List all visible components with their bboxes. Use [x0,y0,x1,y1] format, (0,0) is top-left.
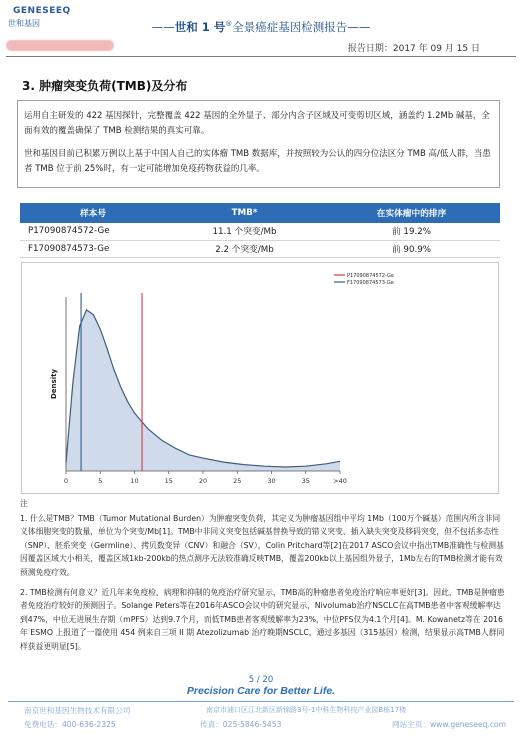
density-area [66,310,340,471]
logo-english: GENESEEQ [13,6,71,16]
header-sample-id: 样本号 [20,203,166,223]
x-tick-label: 35 [301,477,310,485]
header-rank: 在实体瘤中的排序 [323,203,500,223]
notes-section [20,497,506,654]
section-title: 3. 肿瘤突变负荷(TMB)及分布 [22,79,188,93]
x-tick-label: 5 [98,477,103,485]
redacted-patient-info [6,40,114,51]
x-tick-label: >40 [333,477,347,485]
density-chart-svg [22,263,500,495]
y-axis-label: Density [50,368,58,400]
footer-website: 网站主页：www.geneseeq.com [392,720,507,729]
report-title [0,19,522,35]
x-tick-label: 10 [130,477,139,485]
report-date: 报告日期：2017 年 09 月 15 日 [347,44,480,54]
x-tick-label: 15 [164,477,173,485]
table-row [20,240,500,257]
table-header-row [20,203,500,223]
cell-sample-id: F17090874573-Ge [20,240,166,257]
footer-divider [8,701,514,702]
footer-fax: 传真：025-5846-5453 [200,720,282,729]
x-tick-label: 20 [198,477,208,485]
footer-slogan: Precision Care for Better Life. [186,685,336,697]
tmb-table [20,203,500,258]
table-row [20,223,500,240]
title-rest: 全景癌症基因检测报告—— [232,20,371,34]
note-item-1: 1. 什么是TMB？TMB（Tumor Mutational Burden）为肿瘤突变负荷，其定义为肿瘤基因组中平均 1Mb（100万个碱基）范围内所含非同义体细胞突变的数量，单位为个突变/Mb[1]。TMB中非同义突变包括碱基替换导致的错义突变、插入缺失突变及移码突变，但不包括多态性（SNP）、胚系突变（Germline）、拷贝数变异（CNV）和融合（SV），Colin Pritchard等[2]在2017 ASCO会议中指出TMB准确性与检测基因覆盖区域大小相关，覆盖区域1kb-200kb的热点测序无法较准确反映TMB，覆盖200kb以上基因组外显子，1Mb左右的TMB检测才能有效预测免疫疗效。 [20,513,504,577]
legend-label: F17090874573-Ge [347,280,394,286]
footer-hotline: 免费电话：400-636-2325 [24,720,116,729]
x-tick-label: 25 [233,477,242,485]
legend-label: P17090874572-Ge [347,273,394,279]
cell-rank: 前 90.9% [323,240,500,257]
cell-tmb: 11.1 个突变/Mb [166,223,323,240]
intro-paragraph-1: 运用自主研发的 422 基因探针，完整覆盖 422 基因的全外显子、部分内含子区域及可变剪切区域，涵盖约 1.2Mb 碱基，全面有效的覆盖确保了 TMB 检测结果的真实可靠。 [24,111,490,136]
cell-rank: 前 19.2% [323,223,500,240]
x-tick-label: 0 [63,477,69,485]
title-brand: 世和 1 号 [174,20,226,34]
page-number: 5 / 20 [248,675,274,685]
logo-mark-icon [4,7,11,14]
x-tick-label: 30 [267,477,276,485]
cell-sample-id: P17090874572-Ge [20,223,166,240]
header-tmb: TMB* [166,203,323,223]
logo-chinese: 世和基因 [8,19,40,28]
intro-box [17,100,500,188]
intro-paragraph-2: 世和基因目前已积累万例以上基于中国人自己的实体瘤 TMB 数据库，并按照较为公认的四分位法区分 TMB 高/低人群，当患者 TMB 位于前 25%时，有一定可能增加免疫药物获益的几率。 [24,149,491,174]
footer-address: 南京市浦口区江北新区新锦路3号-1中科生物科技产业园B栋17楼 [206,706,407,714]
note-item-2: 2. TMB检测有何意义？近几年来免疫检、病理和抑制的免疫治疗研究显示，TMB高的肿瘤患者免疫治疗响应率更好[3]。因此，TMB是肿瘤患者免疫治疗较好的预测因子。Solange Peters等在2016年ASCO会议中的研究显示，Nivolumab治疗NSCLC在高TMB患者中客观缓解率达到47%，中位无进展生存期（mPFS）达到9.7个月，而低TMB患者客观缓解率为23%，中位PFS仅为4.1个月[4]。M. Kowanetz等在 2016 年 ESMO 上报道了一篇使用 454 例来自三项 II 期 Atezolizumab 治疗晚期NSCLC，通过多基因（315基因）检测，结果显示高TMB人群同样获益更明显[5]。 [20,587,505,651]
notes-label: 注 [20,499,28,508]
cell-tmb: 2.2 个突变/Mb [166,240,323,257]
tmb-density-chart [21,262,499,494]
footer-company: 南京世和基因生物技术有限公司 [24,706,131,715]
title-mark: ® [225,20,233,29]
title-prefix: —— [151,20,175,34]
header-divider [6,56,516,57]
